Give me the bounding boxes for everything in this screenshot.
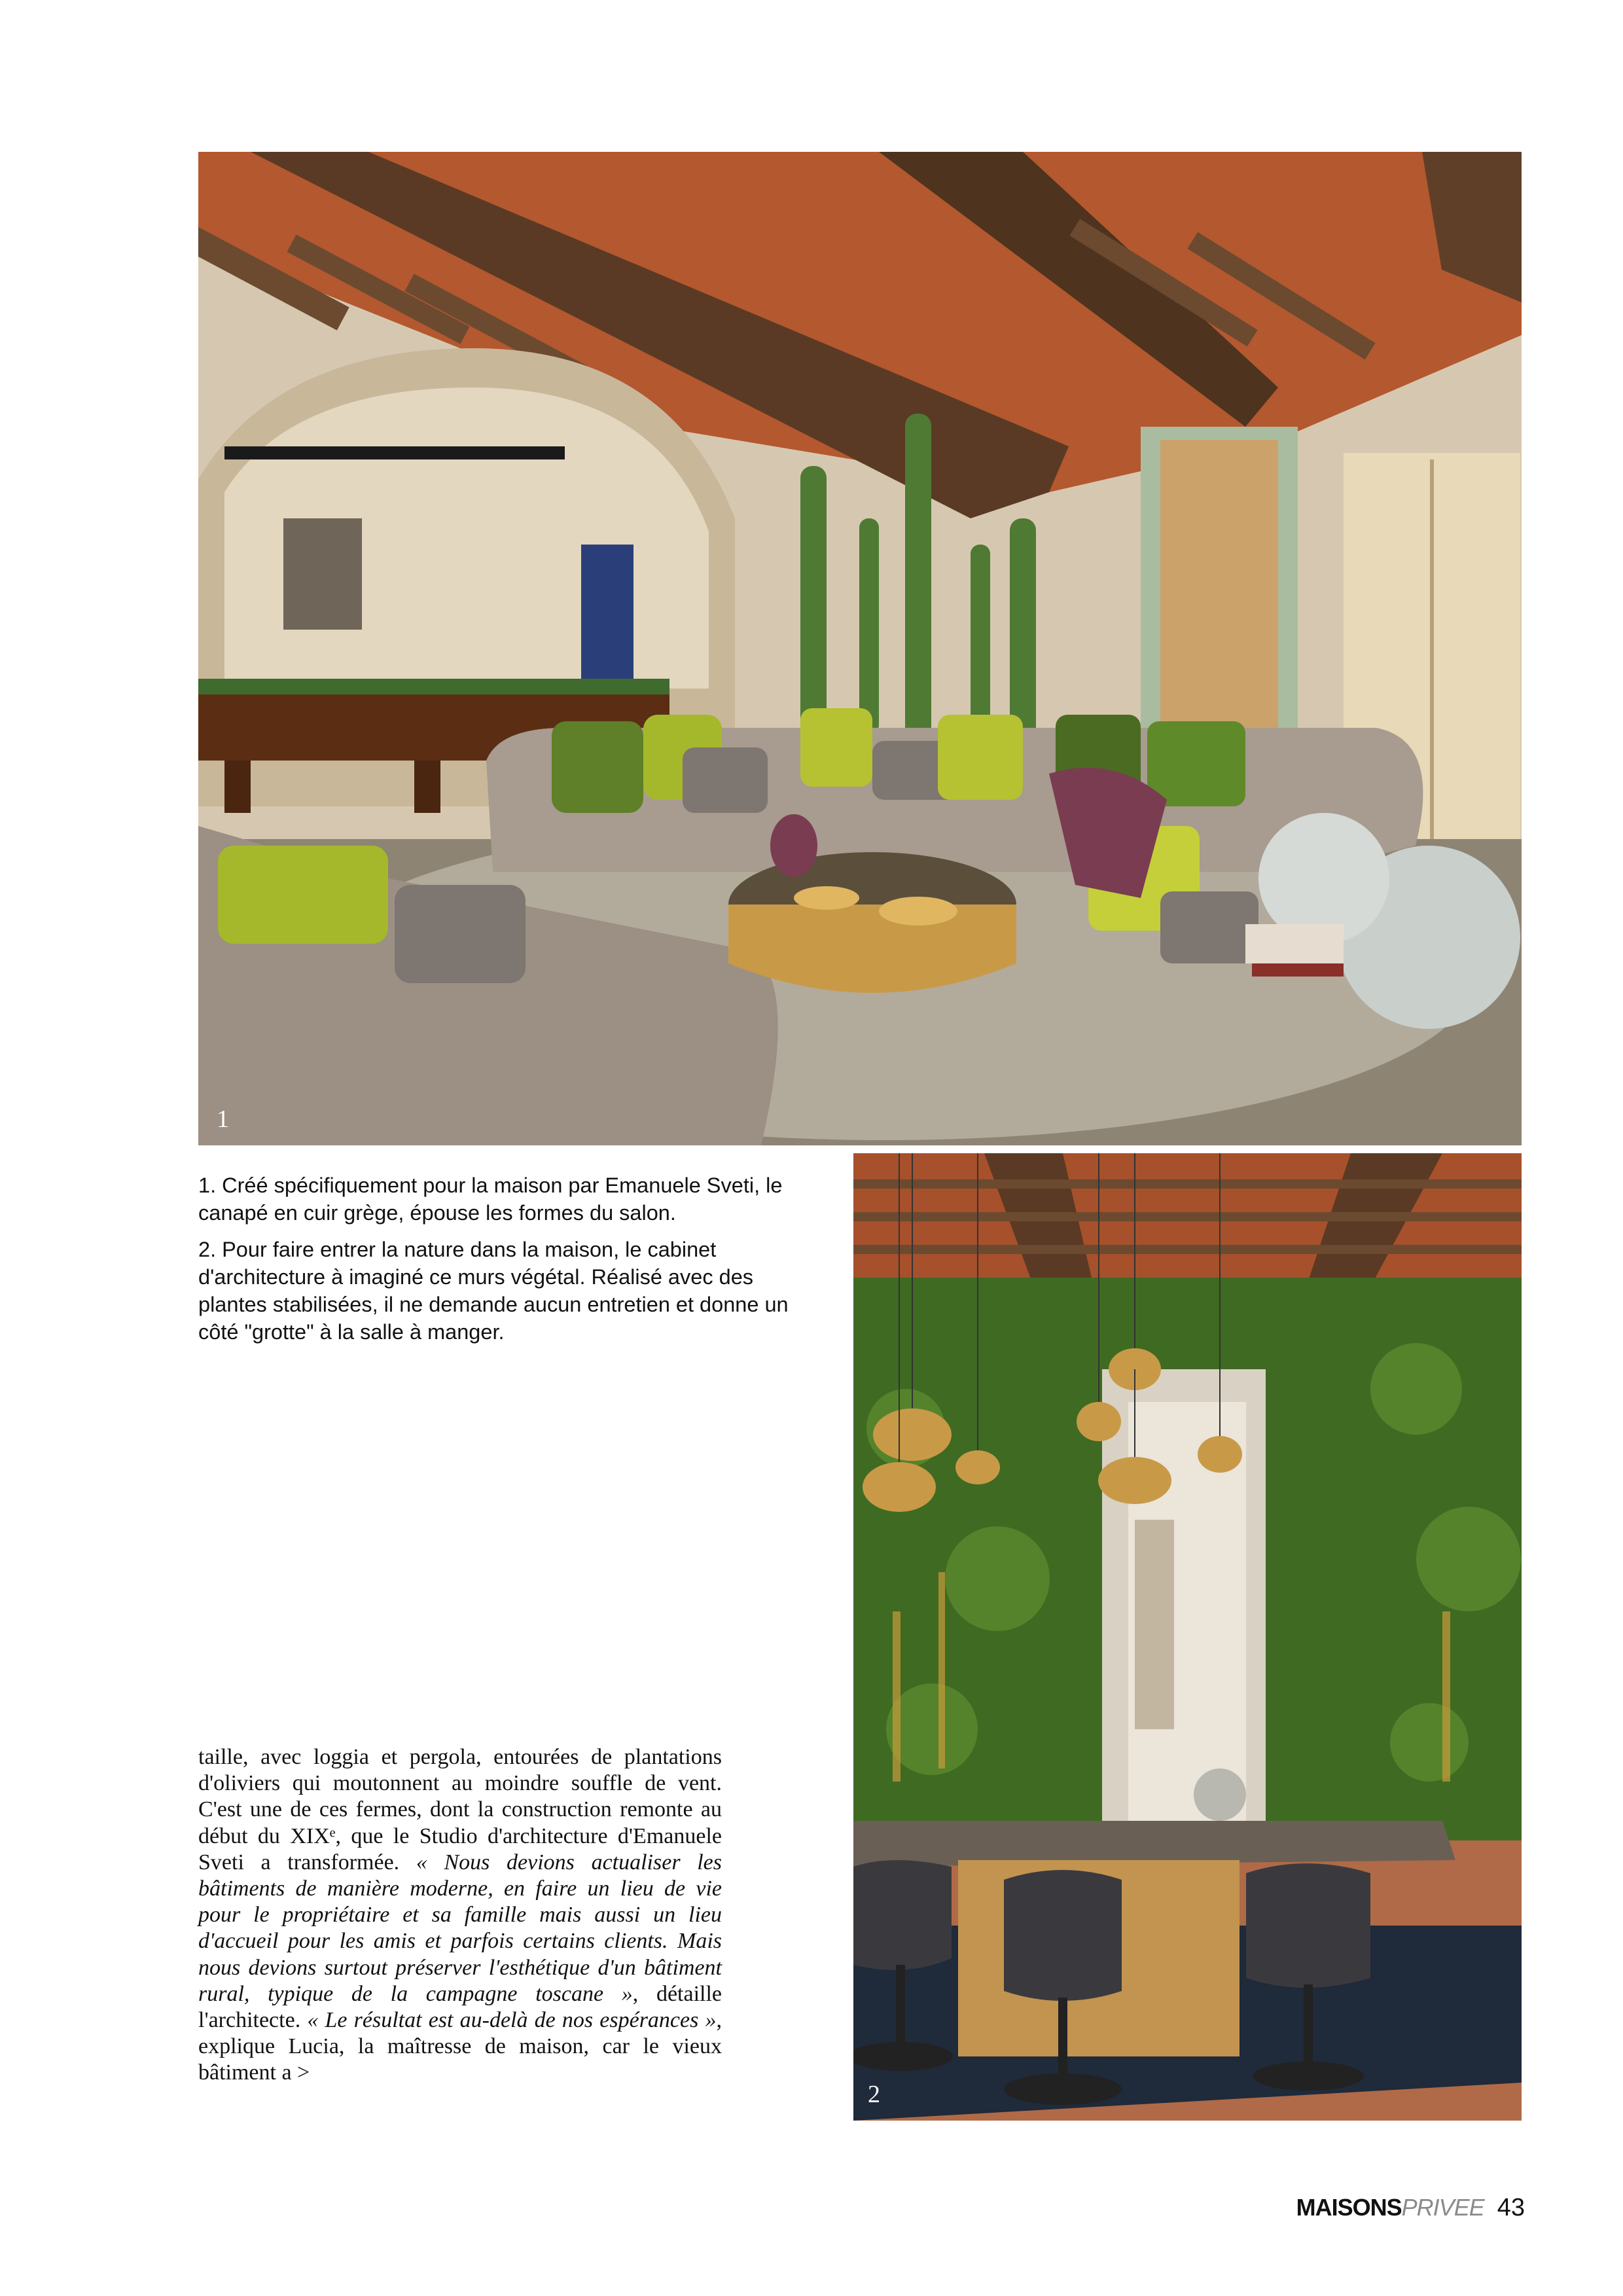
- article-text-2: , détaille l'architecte.: [198, 1981, 722, 2033]
- article-text-1: taille, avec loggia et pergola, entourées de plantations d'oliviers qui moutonnent au moindre souffle de vent. C'est une de ces fermes, dont la construction remonte au début du XIXᵉ, que le Studio d'architecture d'Emanuele Sveti a transformée.: [198, 1745, 722, 1874]
- photo-number-1: 1: [217, 1105, 229, 1133]
- article-quote-2: « Le résultat est au-delà de nos espérances »: [307, 2008, 717, 2033]
- article-text-3: , explique Lucia, la maîtresse de maison, car le vieux bâtiment a >: [198, 2008, 722, 2085]
- photo-number-2: 2: [868, 2081, 880, 2108]
- article-body: [198, 1744, 722, 2087]
- photo-living-room: [198, 152, 1522, 1145]
- article-quote-1: « Nous devions actualiser les bâtiments de manière moderne, en faire un lieu de vie pour le propriétaire et sa famille mais aussi un lieu d'accueil pour les amis et parfois certains clients. Mais nous devions surtout préserver l'esthétique d'un bâtiment rural, typique de la campagne toscane »: [198, 1850, 722, 2006]
- caption-1: 1. Créé spécifiquement pour la maison par Emanuele Sveti, le canapé en cuir grège, épouse les formes du salon.: [198, 1174, 783, 1225]
- page-number: 43: [1497, 2194, 1525, 2221]
- photo-captions: [198, 1172, 807, 1355]
- photo-dining-room: [853, 1153, 1522, 2121]
- page-footer: [1296, 2194, 1525, 2222]
- magazine-logo: MAISONSPRIVEE: [1296, 2194, 1484, 2221]
- caption-2: 2. Pour faire entrer la nature dans la maison, le cabinet d'architecture à imaginé ce murs végétal. Réalisé avec des plantes stabilisées, il ne demande aucun entretien et donne un côté "grotte" à la salle à manger.: [198, 1238, 789, 1344]
